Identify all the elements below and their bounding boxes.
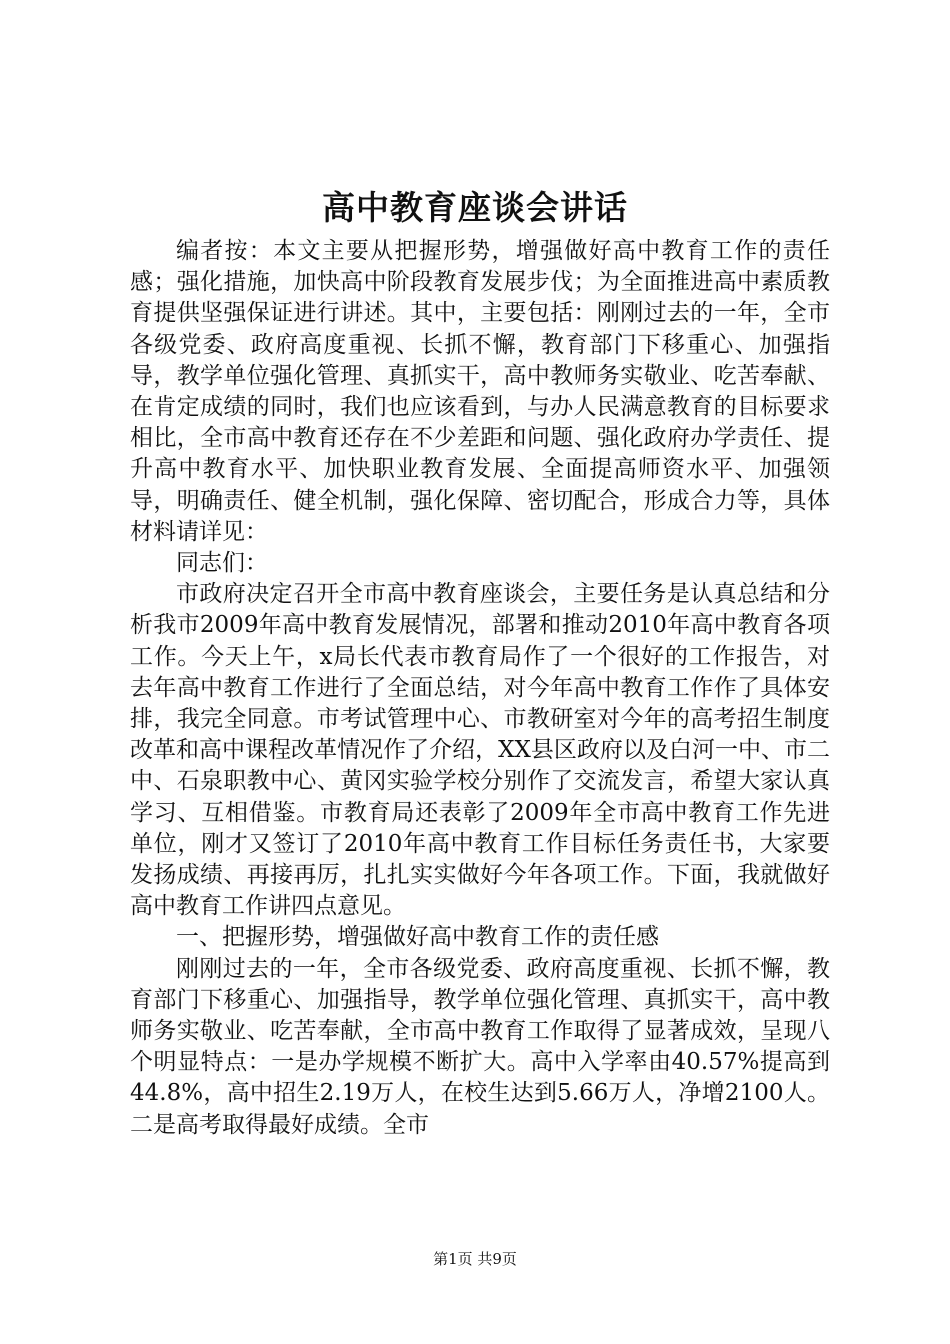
document-body	[130, 236, 830, 1141]
section-paragraph: 刚刚过去的一年，全市各级党委、政府高度重视、长抓不懈，教育部门下移重心、加强指导，教学单位强化管理、真抓实干，高中教师务实敬业、吃苦奉献，全市高中教育工作取得了显著成效，呈现八个明显特点：一是办学规模不断扩大。高中入学率由40.57%提高到44.8%，高中招生2.19万人，在校生达到5.66万人，净增2100人。二是高考取得最好成绩。全市	[130, 955, 830, 1138]
page-footer: 第1页 共9页	[433, 1250, 517, 1268]
section-heading: 一、把握形势，增强做好高中教育工作的责任感	[176, 924, 659, 951]
document-title: 高中教育座谈会讲话	[322, 188, 628, 227]
salutation-paragraph: 同志们：	[176, 550, 268, 577]
intro-paragraph: 市政府决定召开全市高中教育座谈会，主要任务是认真总结和分析我市2009年高中教育发展情况，部署和推动2010年高中教育各项工作。今天上午，x局长代表市教育局作了一个很好的工作报告，对去年高中教育工作进行了全面总结，对今年高中教育工作作了具体安排，我完全同意。市考试管理中心、市教研室对今年的高考招生制度改革和高中课程改革情况作了介绍，XX县区政府以及白河一中、市二中、石泉职教中心、黄冈实验学校分别作了交流发言，希望大家认真学习、互相借鉴。市教育局还表彰了2009年全市高中教育工作先进单位，刚才又签订了2010年高中教育工作目标任务责任书，大家要发扬成绩、再接再厉，扎扎实实做好今年各项工作。下面，我就做好高中教育工作讲四点意见。	[130, 581, 830, 920]
editor-note-paragraph: 编者按：本文主要从把握形势，增强做好高中教育工作的责任感；强化措施，加快高中阶段教育发展步伐；为全面推进高中素质教育提供坚强保证进行讲述。其中，主要包括：刚刚过去的一年，全市各级党委、政府高度重视、长抓不懈，教育部门下移重心、加强指导，教学单位强化管理、真抓实干，高中教师务实敬业、吃苦奉献、在肯定成绩的同时，我们也应该看到，与办人民满意教育的目标要求相比，全市高中教育还存在不少差距和问题、强化政府办学责任、提升高中教育水平、加快职业教育发展、全面提高师资水平、加强领导，明确责任、健全机制，强化保障、密切配合，形成合力等，具体材料请详见：	[130, 238, 830, 545]
